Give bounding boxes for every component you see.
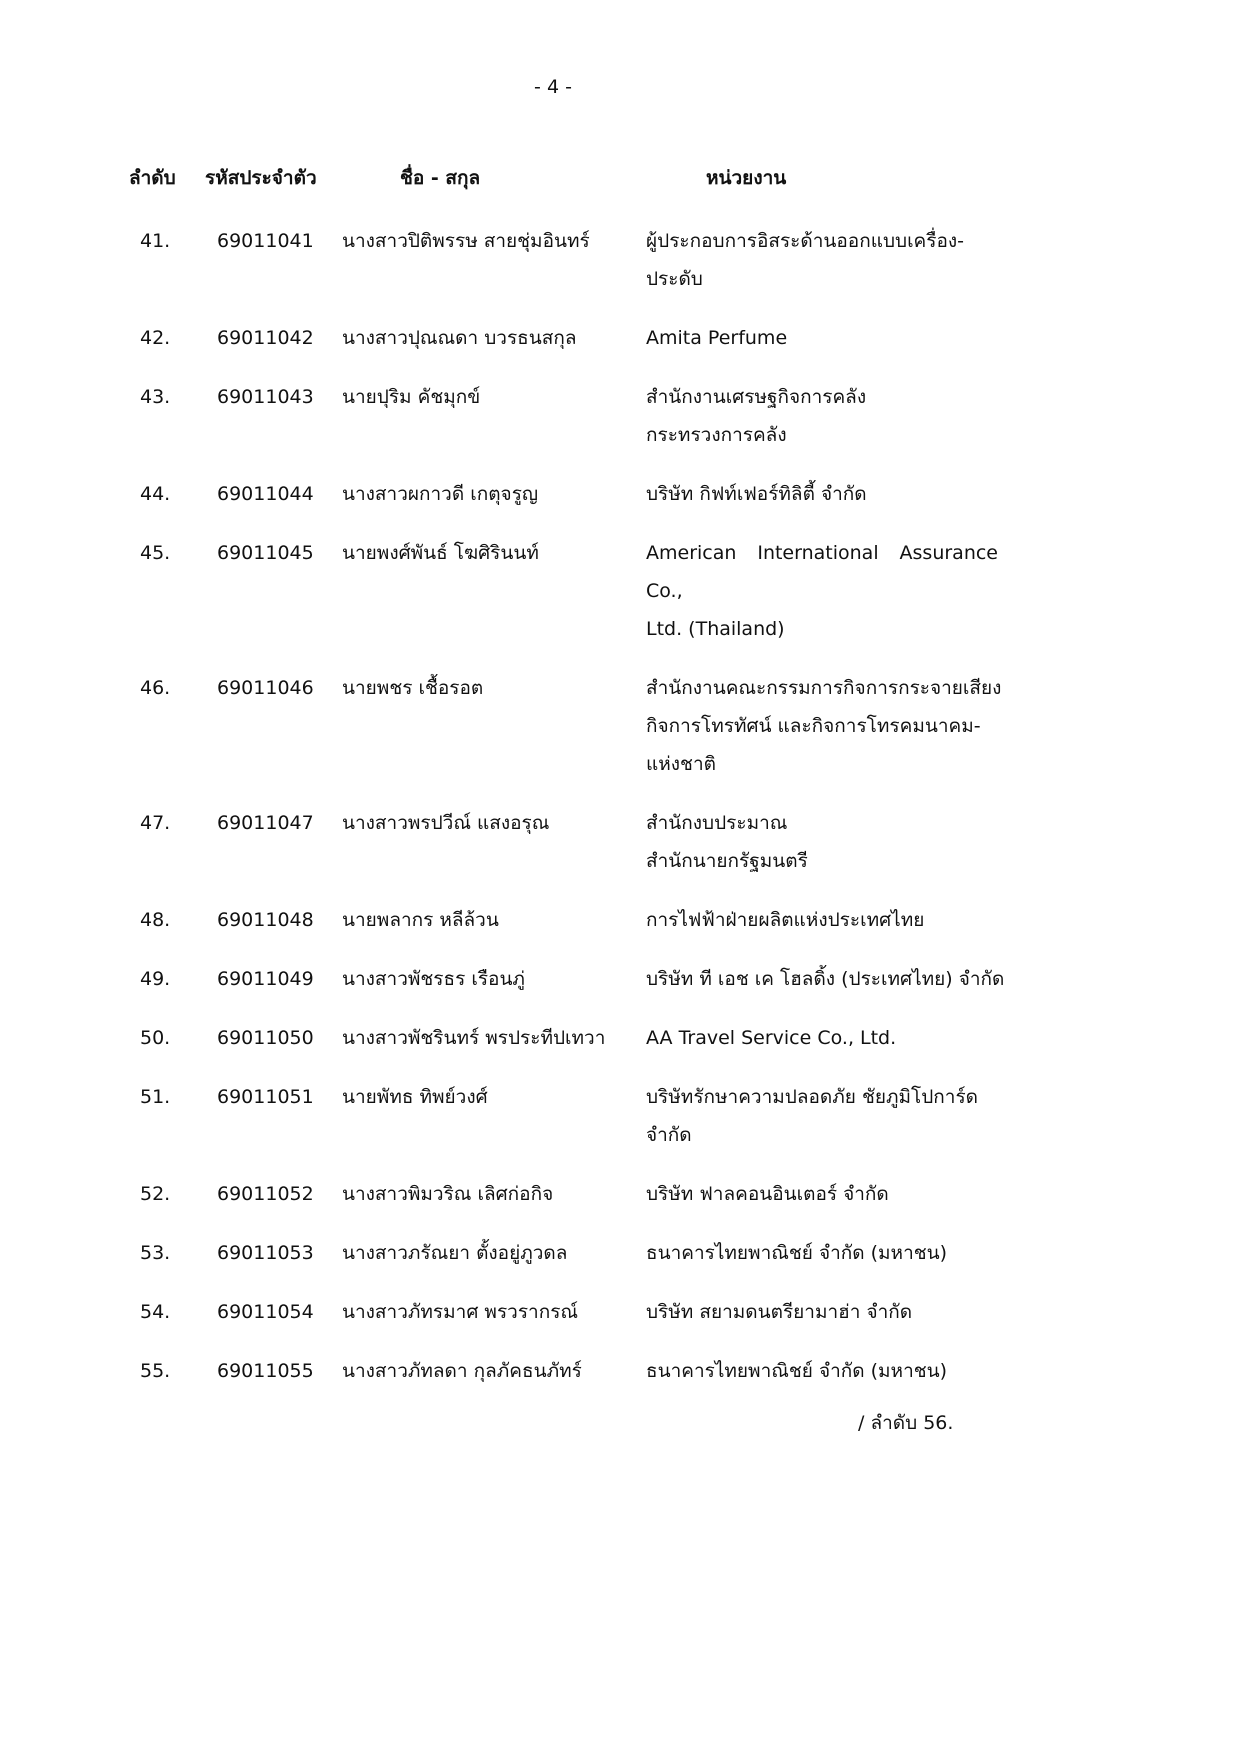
table-row (0, 669, 1241, 804)
row-number: 51. (140, 1086, 171, 1108)
row-id: 69011041 (217, 230, 314, 252)
header-name: ชื่อ - สกุล (400, 167, 481, 189)
row-number: 42. (140, 327, 171, 349)
table-row (0, 1293, 1241, 1352)
table-row (0, 1175, 1241, 1234)
agency-line: ประดับ (646, 268, 703, 290)
table-row (0, 319, 1241, 378)
agency-line: บริษัท ฟาลคอนอินเตอร์ จำกัด (646, 1183, 889, 1205)
table-row (0, 1234, 1241, 1293)
row-name: นางสาวพรปวีณ์ แสงอรุณ (342, 812, 550, 834)
row-name: นางสาวพัชรธร เรือนภู่ (342, 968, 525, 990)
row-agency (646, 222, 998, 298)
row-agency (646, 1078, 998, 1154)
row-id: 69011053 (217, 1242, 314, 1264)
row-id: 69011047 (217, 812, 314, 834)
row-name: นางสาวภรัณยา ตั้งอยู่ภูวดล (342, 1242, 568, 1264)
row-id: 69011050 (217, 1027, 314, 1049)
table-header (0, 163, 1241, 193)
row-agency (646, 1234, 998, 1272)
row-number: 48. (140, 909, 171, 931)
row-name: นายปุริม คัชมุกข์ (342, 386, 481, 408)
row-id: 69011046 (217, 677, 314, 699)
row-number: 52. (140, 1183, 171, 1205)
row-name: นางสาวภัทรมาศ พรวรากรณ์ (342, 1301, 579, 1323)
agency-line: สำนักนายกรัฐมนตรี (646, 850, 808, 872)
table-row (0, 378, 1241, 475)
agency-line: สำนักงบประมาณ (646, 812, 788, 834)
row-number: 49. (140, 968, 171, 990)
row-agency (646, 319, 998, 357)
page-number: - 4 - (534, 76, 572, 98)
row-id: 69011043 (217, 386, 314, 408)
row-id: 69011051 (217, 1086, 314, 1108)
row-name: นางสาวพัชรินทร์ พรประทีปเทวา (342, 1027, 606, 1049)
agency-line: บริษัท ที เอช เค โฮลดิ้ง (ประเทศไทย) จำกัด (646, 968, 1005, 990)
row-number: 41. (140, 230, 171, 252)
agency-line: ผู้ประกอบการอิสระด้านออกแบบเครื่อง- (646, 230, 965, 252)
continued-note: / ลำดับ 56. (858, 1412, 954, 1434)
row-agency (646, 1352, 998, 1390)
agency-line: กิจการโทรทัศน์ และกิจการโทรคมนาคม- (646, 715, 981, 737)
row-id: 69011048 (217, 909, 314, 931)
row-number: 47. (140, 812, 171, 834)
table-row (0, 1352, 1241, 1411)
row-number: 55. (140, 1360, 171, 1382)
row-agency (646, 901, 998, 939)
header-id: รหัสประจำตัว (205, 167, 317, 189)
agency-line: ธนาคารไทยพาณิชย์ จำกัด (มหาชน) (646, 1242, 948, 1264)
header-agency: หน่วยงาน (706, 167, 787, 189)
table-body (0, 222, 1241, 1411)
agency-line: Ltd. (Thailand) (646, 618, 785, 640)
row-id: 69011054 (217, 1301, 314, 1323)
row-agency (646, 669, 1002, 783)
agency-line: สำนักงานคณะกรรมการกิจการกระจายเสียง (646, 677, 1002, 699)
agency-line: แห่งชาติ (646, 753, 716, 775)
row-name: นางสาวปุณณดา บวรธนสกุล (342, 327, 577, 349)
row-name: นายพลากร หลีล้วน (342, 909, 499, 931)
row-id: 69011052 (217, 1183, 314, 1205)
agency-line: บริษัท กิฟท์เฟอร์ทิลิตี้ จำกัด (646, 483, 867, 505)
table-row (0, 901, 1241, 960)
agency-line: สำนักงานเศรษฐกิจการคลัง (646, 386, 867, 408)
row-number: 50. (140, 1027, 171, 1049)
agency-line: ธนาคารไทยพาณิชย์ จำกัด (มหาชน) (646, 1360, 948, 1382)
table-row (0, 1019, 1241, 1078)
row-agency (646, 378, 998, 454)
row-number: 44. (140, 483, 171, 505)
agency-line: บริษัท สยามดนตรียามาฮ่า จำกัด (646, 1301, 913, 1323)
row-number: 45. (140, 542, 171, 564)
agency-line: บริษัทรักษาความปลอดภัย ชัยภูมิโปการ์ด (646, 1086, 978, 1108)
table-row (0, 804, 1241, 901)
agency-line: Amita Perfume (646, 327, 788, 349)
row-agency (646, 804, 998, 880)
row-number: 43. (140, 386, 171, 408)
row-id: 69011055 (217, 1360, 314, 1382)
row-agency (646, 1293, 998, 1331)
table-row (0, 475, 1241, 534)
row-name: นายพัทธ ทิพย์วงศ์ (342, 1086, 488, 1108)
row-number: 46. (140, 677, 171, 699)
row-name: นางสาวพิมวริณ เลิศก่อกิจ (342, 1183, 554, 1205)
table-row (0, 222, 1241, 319)
row-number: 54. (140, 1301, 171, 1323)
agency-line: กระทรวงการคลัง (646, 424, 787, 446)
agency-line: American International Assurance Co., (646, 542, 998, 602)
row-agency (646, 960, 1005, 998)
row-agency (646, 534, 998, 648)
row-agency (646, 475, 998, 513)
agency-line: จำกัด (646, 1124, 692, 1146)
table-row (0, 1078, 1241, 1175)
header-num: ลำดับ (129, 167, 176, 189)
row-name: นายพชร เชื้อรอต (342, 677, 484, 699)
row-id: 69011042 (217, 327, 314, 349)
row-number: 53. (140, 1242, 171, 1264)
row-name: นายพงศ์พันธ์ โฆศิรินนท์ (342, 542, 539, 564)
row-id: 69011044 (217, 483, 314, 505)
row-agency (646, 1019, 998, 1057)
table-row (0, 534, 1241, 669)
row-name: นางสาวปิติพรรษ สายชุ่มอินทร์ (342, 230, 590, 252)
row-agency (646, 1175, 998, 1213)
table-row (0, 960, 1241, 1019)
row-id: 69011049 (217, 968, 314, 990)
row-name: นางสาวผกาวดี เกตุจรูญ (342, 483, 539, 505)
row-name: นางสาวภัทลดา กุลภัคธนภัทร์ (342, 1360, 582, 1382)
agency-line: AA Travel Service Co., Ltd. (646, 1027, 897, 1049)
row-id: 69011045 (217, 542, 314, 564)
agency-line: การไฟฟ้าฝ่ายผลิตแห่งประเทศไทย (646, 909, 925, 931)
